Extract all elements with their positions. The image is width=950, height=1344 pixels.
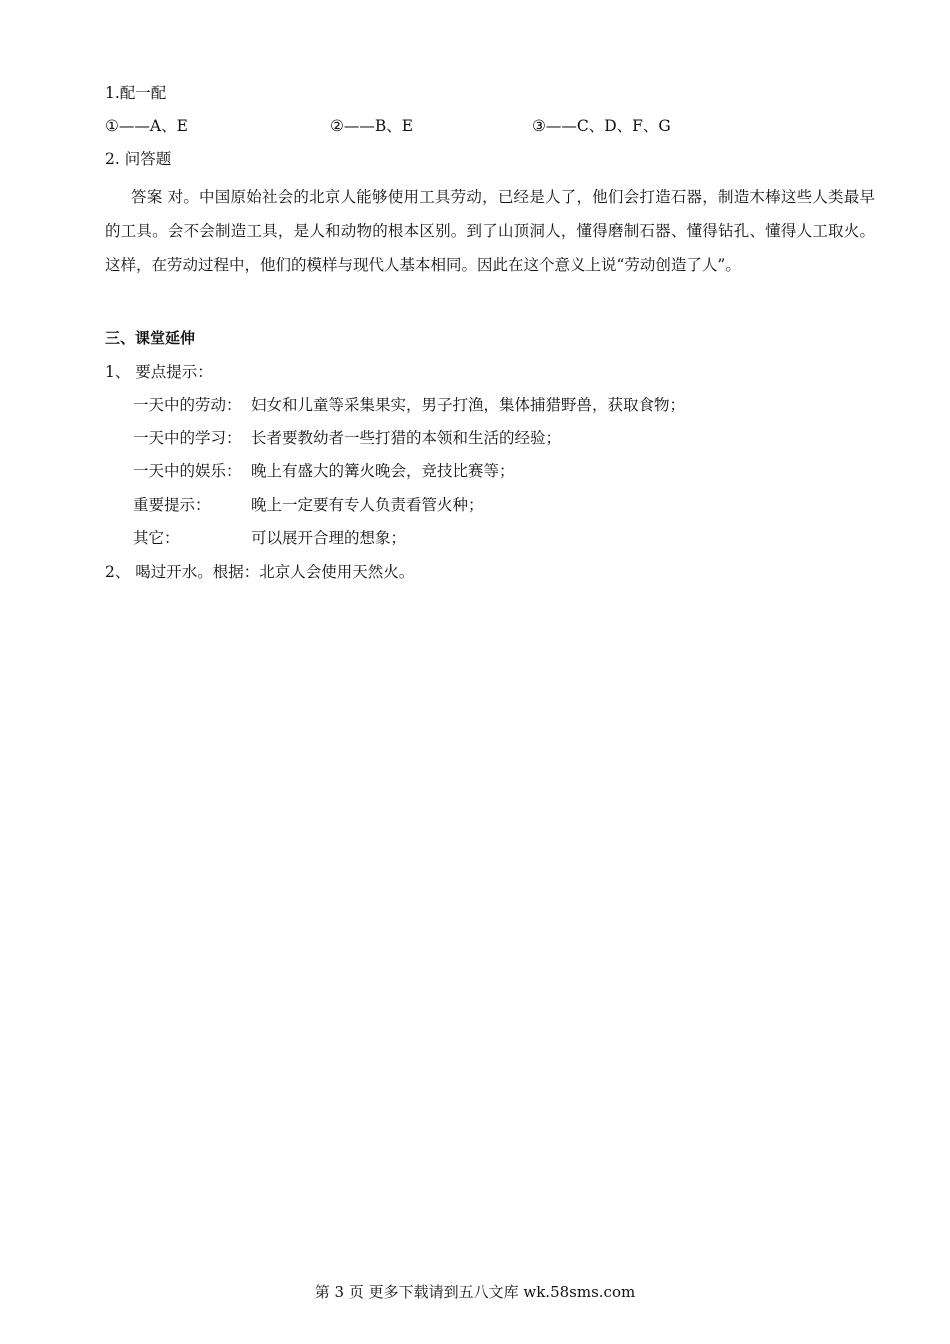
tip-row (133, 528, 406, 548)
boiled-water-answer: 2、 喝过开水。根据：北京人会使用天然火。 (105, 563, 415, 581)
tip-row (133, 495, 484, 515)
qa-answer-paragraph: 答案 对。中国原始社会的北京人能够使用工具劳动，已经是人了，他们会打造石器，制造木棒这些人类最早的工具。会不会制造工具，是人和动物的根本区别。到了山顶洞人，懂得磨制石器、懂得钻孔、懂得人工取火。这样，在劳动过程中，他们的模样与现代人基本相同。因此在这个意义上说“劳动创造了人”。 (105, 188, 875, 274)
section-heading-extension: 三、课堂延伸 (105, 329, 196, 347)
tip-text: 长者要教幼者一些打猎的本领和生活的经验； (251, 429, 562, 447)
tip-row (133, 461, 515, 481)
tip-label: 一天中的劳动： (133, 396, 242, 414)
tip-text: 晚上有盛大的篝火晚会，竞技比赛等； (251, 462, 515, 480)
tip-label: 重要提示： (133, 496, 211, 514)
tip-row (133, 395, 685, 415)
tip-label: 一天中的娱乐： (133, 462, 242, 480)
match-answer-1: ①——A、E (105, 117, 188, 135)
tip-text: 妇女和儿童等采集果实，男子打渔，集体捕猎野兽，获取食物； (251, 396, 686, 414)
tip-text: 可以展开合理的想象； (251, 529, 407, 547)
qa-heading: 2. 问答题 (105, 150, 172, 168)
tip-text: 晚上一定要有专人负责看管火种； (251, 496, 484, 514)
match-answer-3: ③——C、D、F、G (532, 117, 671, 135)
tip-row (133, 428, 561, 448)
page-footer: 第 3 页 更多下载请到五八文库 wk.58sms.com (314, 1283, 636, 1301)
matching-heading: 1.配一配 (105, 84, 167, 102)
match-answer-2: ②——B、E (330, 117, 414, 135)
key-points-label: 1、 要点提示： (105, 363, 213, 381)
tip-label: 一天中的学习： (133, 429, 242, 447)
tip-label: 其它： (133, 529, 180, 547)
